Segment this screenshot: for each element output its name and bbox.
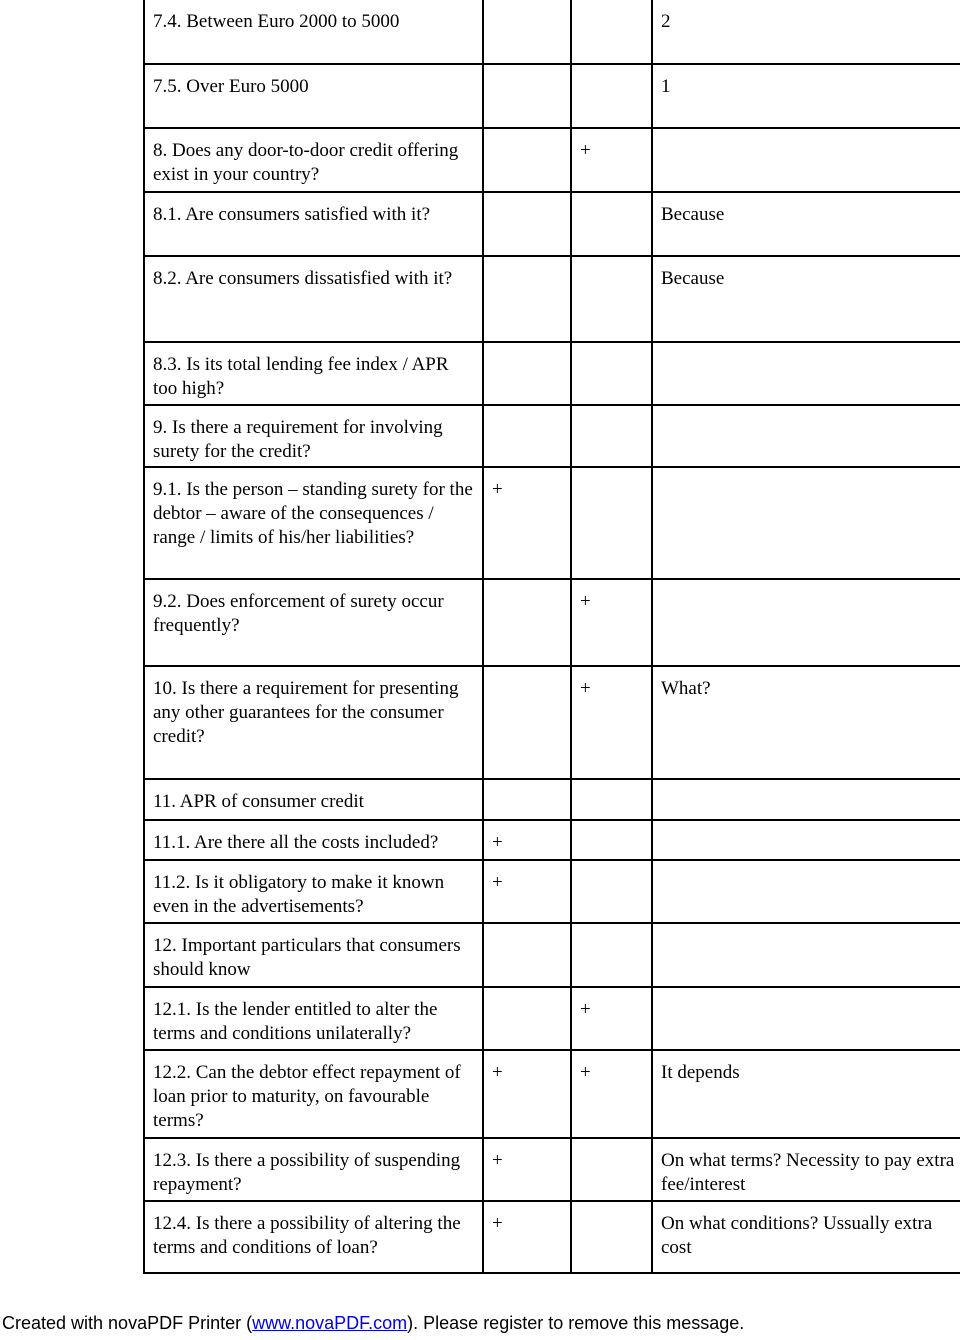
mark-cell-no xyxy=(571,342,652,405)
mark-cell-yes xyxy=(483,1138,571,1201)
mark-cell-yes xyxy=(483,923,571,987)
note-cell-text xyxy=(661,821,960,831)
table-row xyxy=(144,820,960,860)
note-cell xyxy=(652,0,960,64)
question-cell-text: 8.1. Are consumers satisfied with it? xyxy=(153,204,431,225)
note-cell-text: On what terms? Necessity to pay extra fee/interest xyxy=(661,1150,960,1195)
mark-cell-no xyxy=(571,128,652,192)
mark-cell-yes-text xyxy=(492,924,562,934)
note-cell xyxy=(652,192,960,256)
table-row xyxy=(144,192,960,256)
question-cell xyxy=(144,128,483,192)
mark-cell-no-text xyxy=(580,780,643,790)
question-cell-text: 12. Important particulars that consumers should know xyxy=(153,935,461,980)
mark-cell-yes-text xyxy=(492,667,562,677)
note-cell xyxy=(652,405,960,467)
question-cell xyxy=(144,192,483,256)
mark-cell-yes xyxy=(483,666,571,779)
mark-cell-yes xyxy=(483,256,571,342)
mark-cell-no-text xyxy=(580,821,643,831)
mark-cell-yes-text: + xyxy=(492,1213,503,1234)
mark-cell-no-text: + xyxy=(580,591,591,612)
question-cell-text: 10. Is there a requirement for presenting any other guarantees for the consumer credit? xyxy=(153,678,459,747)
question-cell-text: 8. Does any door-to-door credit offering exist in your country? xyxy=(153,140,459,185)
question-cell-text: 12.4. Is there a possibility of altering the terms and conditions of loan? xyxy=(153,1213,461,1258)
question-cell xyxy=(144,64,483,128)
table-row xyxy=(144,779,960,820)
note-cell xyxy=(652,1050,960,1138)
question-cell xyxy=(144,467,483,579)
mark-cell-yes-text xyxy=(492,257,562,267)
note-cell xyxy=(652,1201,960,1273)
mark-cell-no-text: + xyxy=(580,678,591,699)
mark-cell-yes-text xyxy=(492,406,562,416)
note-cell-text xyxy=(661,580,960,590)
question-cell xyxy=(144,860,483,923)
mark-cell-yes xyxy=(483,64,571,128)
note-cell-text xyxy=(661,129,960,139)
mark-cell-no xyxy=(571,923,652,987)
table-row xyxy=(144,342,960,405)
mark-cell-yes-text: + xyxy=(492,1150,503,1171)
question-cell-text: 9.2. Does enforcement of surety occur frequently? xyxy=(153,591,444,636)
table-row xyxy=(144,467,960,579)
question-cell xyxy=(144,579,483,666)
mark-cell-yes-text xyxy=(492,343,562,353)
mark-cell-no-text: + xyxy=(580,999,591,1020)
mark-cell-yes-text: + xyxy=(492,479,503,500)
mark-cell-no-text xyxy=(580,861,643,871)
mark-cell-yes-text: + xyxy=(492,832,503,853)
mark-cell-yes xyxy=(483,342,571,405)
table-row xyxy=(144,666,960,779)
questionnaire-table xyxy=(143,0,960,1274)
mark-cell-no xyxy=(571,467,652,579)
question-cell-text: 11.1. Are there all the costs included? xyxy=(153,832,439,853)
question-cell-text: 9. Is there a requirement for involving surety for the credit? xyxy=(153,417,443,462)
question-cell xyxy=(144,256,483,342)
note-cell xyxy=(652,128,960,192)
note-cell-text: It depends xyxy=(661,1062,740,1083)
footer-suffix: ). Please register to remove this message. xyxy=(407,1313,745,1333)
note-cell-text xyxy=(661,468,960,478)
question-cell-text: 8.3. Is its total lending fee index / APR too high? xyxy=(153,354,449,399)
mark-cell-yes xyxy=(483,1201,571,1273)
note-cell xyxy=(652,467,960,579)
note-cell-text: Because xyxy=(661,268,725,289)
table-row xyxy=(144,1050,960,1138)
mark-cell-no xyxy=(571,0,652,64)
table-row xyxy=(144,0,960,64)
mark-cell-no-text xyxy=(580,65,643,75)
mark-cell-no xyxy=(571,192,652,256)
table-row xyxy=(144,256,960,342)
question-cell-text: 7.5. Over Euro 5000 xyxy=(153,76,309,97)
note-cell xyxy=(652,820,960,860)
question-cell-text: 9.1. Is the person – standing surety for the debtor – aware of the consequences / range / limits of his/her liabilities? xyxy=(153,479,473,548)
note-cell-text xyxy=(661,861,960,871)
table-row xyxy=(144,64,960,128)
mark-cell-no-text: + xyxy=(580,1062,591,1083)
note-cell xyxy=(652,1138,960,1201)
mark-cell-yes xyxy=(483,467,571,579)
footer-link[interactable]: www.novaPDF.com xyxy=(252,1313,408,1333)
mark-cell-no-text xyxy=(580,1202,643,1212)
mark-cell-yes-text xyxy=(492,65,562,75)
mark-cell-no-text xyxy=(580,924,643,934)
mark-cell-no xyxy=(571,1050,652,1138)
note-cell xyxy=(652,860,960,923)
mark-cell-no xyxy=(571,820,652,860)
mark-cell-yes xyxy=(483,987,571,1050)
question-cell xyxy=(144,342,483,405)
question-cell-text: 12.2. Can the debtor effect repayment of loan prior to maturity, on favourable terms? xyxy=(153,1062,461,1131)
mark-cell-no-text xyxy=(580,193,643,203)
mark-cell-no-text xyxy=(580,0,643,10)
mark-cell-no xyxy=(571,64,652,128)
table-row xyxy=(144,128,960,192)
mark-cell-no xyxy=(571,860,652,923)
mark-cell-no-text: + xyxy=(580,140,591,161)
watermark-footer xyxy=(2,1313,744,1334)
note-cell xyxy=(652,256,960,342)
question-cell-text: 12.3. Is there a possibility of suspending repayment? xyxy=(153,1150,461,1195)
note-cell xyxy=(652,64,960,128)
mark-cell-yes-text xyxy=(492,129,562,139)
mark-cell-yes xyxy=(483,1050,571,1138)
mark-cell-yes xyxy=(483,192,571,256)
mark-cell-yes xyxy=(483,405,571,467)
note-cell-text xyxy=(661,343,960,353)
note-cell-text: 1 xyxy=(661,76,671,97)
mark-cell-yes xyxy=(483,579,571,666)
note-cell xyxy=(652,987,960,1050)
note-cell-text xyxy=(661,988,960,998)
note-cell-text xyxy=(661,780,960,790)
question-cell-text: 11.2. Is it obligatory to make it known even in the advertisements? xyxy=(153,872,445,917)
mark-cell-yes-text xyxy=(492,580,562,590)
note-cell-text: 2 xyxy=(661,11,671,32)
mark-cell-yes xyxy=(483,820,571,860)
mark-cell-no-text xyxy=(580,1139,643,1149)
question-cell-text: 8.2. Are consumers dissatisfied with it? xyxy=(153,268,453,289)
question-cell xyxy=(144,1050,483,1138)
question-cell xyxy=(144,923,483,987)
mark-cell-no xyxy=(571,405,652,467)
question-cell xyxy=(144,1201,483,1273)
mark-cell-no xyxy=(571,579,652,666)
mark-cell-no xyxy=(571,1138,652,1201)
table-row xyxy=(144,923,960,987)
note-cell-text: What? xyxy=(661,678,711,699)
question-cell xyxy=(144,666,483,779)
mark-cell-yes xyxy=(483,0,571,64)
mark-cell-no-text xyxy=(580,257,643,267)
question-cell xyxy=(144,1138,483,1201)
mark-cell-yes xyxy=(483,779,571,820)
footer-prefix: Created with novaPDF Printer ( xyxy=(2,1313,253,1333)
mark-cell-yes-text xyxy=(492,780,562,790)
question-cell xyxy=(144,0,483,64)
mark-cell-no xyxy=(571,1201,652,1273)
question-cell-text: 12.1. Is the lender entitled to alter the terms and conditions unilaterally? xyxy=(153,999,438,1044)
question-cell xyxy=(144,779,483,820)
table-row xyxy=(144,860,960,923)
note-cell xyxy=(652,923,960,987)
mark-cell-no xyxy=(571,666,652,779)
table-row xyxy=(144,1138,960,1201)
question-cell xyxy=(144,820,483,860)
mark-cell-no xyxy=(571,256,652,342)
mark-cell-yes-text: + xyxy=(492,1062,503,1083)
question-cell-text: 11. APR of consumer credit xyxy=(153,791,364,812)
note-cell-text: Because xyxy=(661,204,725,225)
mark-cell-no xyxy=(571,779,652,820)
mark-cell-yes-text xyxy=(492,988,562,998)
note-cell-text: On what conditions? Ussually extra cost xyxy=(661,1213,937,1258)
note-cell xyxy=(652,666,960,779)
table-row xyxy=(144,987,960,1050)
note-cell xyxy=(652,779,960,820)
mark-cell-yes-text: + xyxy=(492,872,503,893)
question-cell xyxy=(144,987,483,1050)
table-row xyxy=(144,579,960,666)
mark-cell-no xyxy=(571,987,652,1050)
note-cell-text xyxy=(661,924,960,934)
question-cell xyxy=(144,405,483,467)
mark-cell-yes-text xyxy=(492,193,562,203)
question-cell-text: 7.4. Between Euro 2000 to 5000 xyxy=(153,11,400,32)
mark-cell-no-text xyxy=(580,343,643,353)
note-cell xyxy=(652,579,960,666)
mark-cell-no-text xyxy=(580,406,643,416)
note-cell-text xyxy=(661,406,960,416)
table-row xyxy=(144,1201,960,1273)
mark-cell-yes-text xyxy=(492,0,562,10)
mark-cell-no-text xyxy=(580,468,643,478)
mark-cell-yes xyxy=(483,860,571,923)
note-cell xyxy=(652,342,960,405)
mark-cell-yes xyxy=(483,128,571,192)
table-row xyxy=(144,405,960,467)
